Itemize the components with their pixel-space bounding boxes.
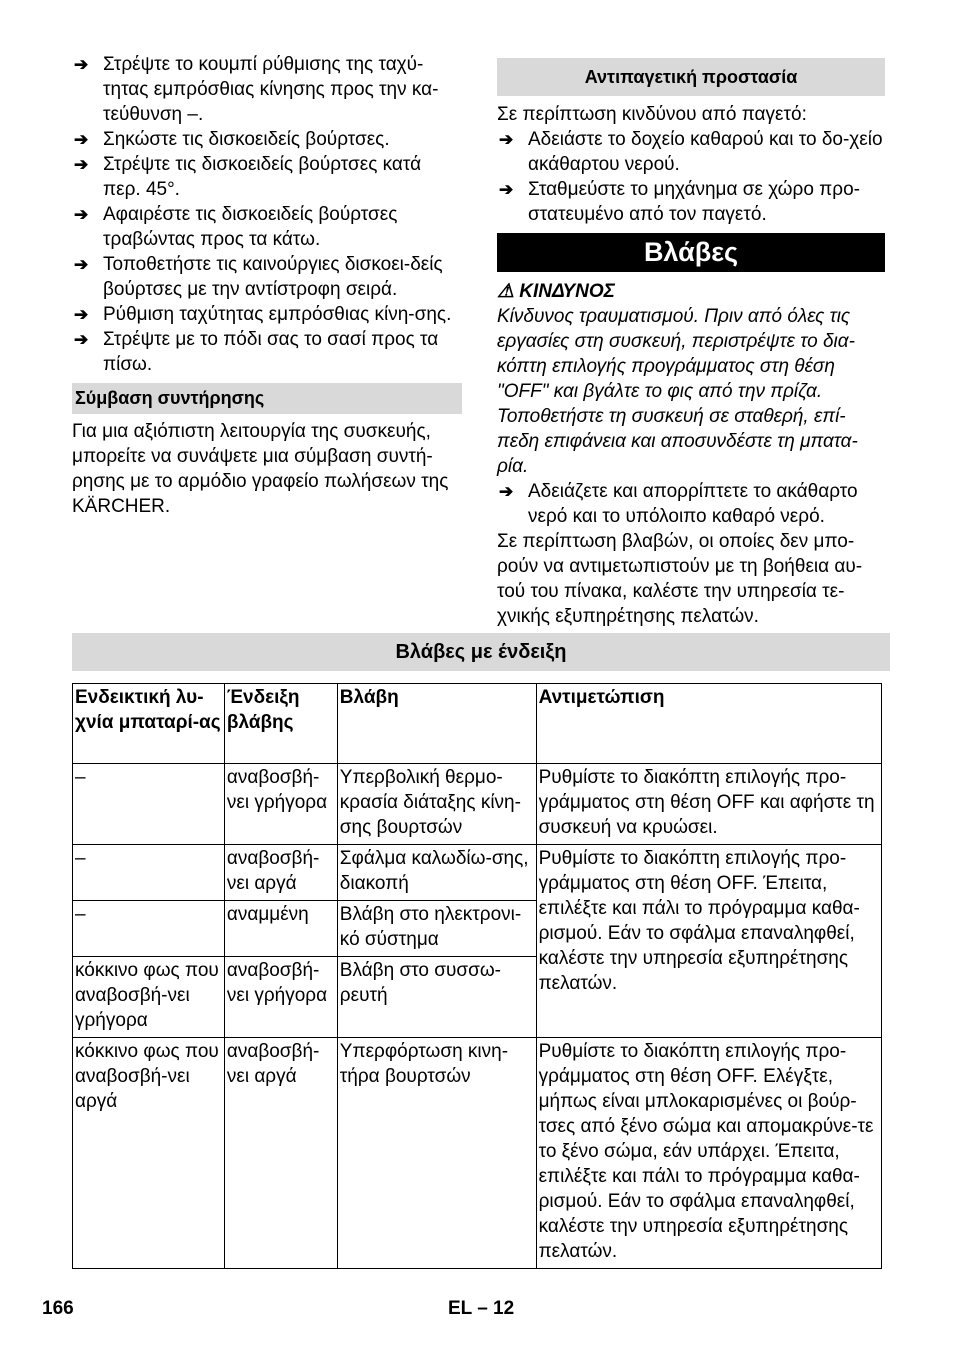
- table-cell: Ρυθμίστε το διακόπτη επιλογής προ-γράμματος στη θέση OFF. Ελέγξτε, μήπως είναι μπλοκαρισμένες οι βούρ-τσες από ξένο σώμα και απομακρύνε-τε το ξένο σώμα, εάν υπάρχει. Έπειτα, επιλέξτε και πάλι το πρόγραμμα καθα-ρισμού. Εάν το σφάλμα επαναληφθεί, καλέστε την υπηρεσία εξυπηρέτησης πελατών.: [536, 1038, 881, 1269]
- arrow-right-icon: ➔: [74, 55, 89, 74]
- table-cell: Υπερφόρτωση κινη-τήρα βουρτσών: [337, 1038, 536, 1269]
- faults-table: [72, 683, 882, 1269]
- danger-warning-title: ⚠ ΚΙΝΔΥΝΟΣ: [497, 281, 615, 302]
- table-cell: Βλάβη στο συσσω-ρευτή: [337, 957, 536, 1038]
- table-cell: κόκκινο φως που αναβοσβή-νει αργά: [73, 1038, 225, 1269]
- table-cell: αναβοσβή-νει γρήγορα: [224, 764, 337, 845]
- step-item: ➔ Αδειάζετε και απορρίπτετε το ακάθαρτο νερό και το υπόλοιπο καθαρό νερό.: [499, 481, 858, 527]
- step-item: ➔ Αδειάστε το δοχείο καθαρού και το δο-χείο ακάθαρτου νερού.: [499, 129, 883, 175]
- table-cell: Ρυθμίστε το διακόπτη επιλογής προ-γράμματος στη θέση OFF. Έπειτα, επιλέξτε και πάλι το πρόγραμμα καθα-ρισμού. Εάν το σφάλμα επαναληφθεί, καλέστε την υπηρεσία εξυπηρέτησης πελατών.: [536, 845, 881, 1038]
- header-fault-display: Ένδειξη βλάβης: [224, 684, 337, 764]
- page-section-label: EL – 12: [448, 1298, 515, 1319]
- table-cell: αναμμένη: [224, 901, 337, 957]
- table-cell: –: [73, 845, 225, 901]
- arrow-right-icon: ➔: [74, 305, 89, 324]
- frost-protection-heading: Αντιπαγετική προστασία: [497, 58, 885, 96]
- maintenance-contract-heading: Σύμβαση συντήρησης: [72, 383, 462, 414]
- table-cell: –: [73, 764, 225, 845]
- header-remedy: Αντιμετώπιση: [536, 684, 881, 764]
- danger-warning-text: Κίνδυνος τραυματισμού. Πριν από όλες τις εργασίες στη συσκευή, περιστρέψτε το δια-κόπτη επιλογής προγράμματος στη θέση "OFF" και βγάλτε το φις από την πρίζα. Τοποθετήστε τη συσκευή σε σταθερή, επί-πεδη επιφάνεια και αποσυνδέστε τη μπατα-ρία.: [497, 306, 858, 477]
- table-cell: Ρυθμίστε το διακόπτη επιλογής προ-γράμματος στη θέση OFF και αφήστε τη συσκευή να κρυώσει.: [536, 764, 881, 845]
- table-header-row: [73, 684, 882, 764]
- arrow-right-icon: ➔: [74, 330, 89, 349]
- step-item: ➔ Σταθμεύστε το μηχάνημα σε χώρο προ-στατευμένο από τον παγετό.: [499, 179, 860, 225]
- table-cell: –: [73, 901, 225, 957]
- table-row: [73, 1038, 882, 1269]
- maintenance-contract-text: Για μια αξιόπιστη λειτουργία της συσκευής, μπορείτε να συνάψετε μια σύμβαση συντή-ρησης με το αρμόδιο γραφείο πωλήσεων της KÄRCHER.: [72, 421, 449, 517]
- table-cell: Σφάλμα καλωδίω-σης, διακοπή: [337, 845, 536, 901]
- step-item: ➔ Στρέψτε το κουμπί ρύθμισης της ταχύ-τητας εμπρόσθιας κίνησης προς την κα-τεύθυνση –.: [74, 54, 439, 125]
- step-item: ➔ Τοποθετήστε τις καινούργιες δισκοει-δείς βούρτσες με την αντίστροφη σειρά.: [74, 254, 443, 300]
- table-cell: Υπερβολική θερμο-κρασία διάταξης κίνη-σης βουρτσών: [337, 764, 536, 845]
- table-cell: Βλάβη στο ηλεκτρονι-κό σύστημα: [337, 901, 536, 957]
- arrow-right-icon: ➔: [74, 130, 89, 149]
- table-cell: αναβοσβή-νει αργά: [224, 845, 337, 901]
- arrow-right-icon: ➔: [499, 482, 514, 501]
- step-item: ➔ Αφαιρέστε τις δισκοειδείς βούρτσες τραβώντας προς τα κάτω.: [74, 204, 398, 250]
- table-row: [73, 845, 882, 901]
- frost-intro: Σε περίπτωση κινδύνου από παγετό:: [497, 104, 807, 125]
- step-item: ➔ Ρύθμιση ταχύτητας εμπρόσθιας κίνη-σης.: [74, 304, 452, 325]
- step-item: ➔ Στρέψτε με το πόδι σας το σασί προς τα πίσω.: [74, 329, 439, 375]
- table-row: [73, 764, 882, 845]
- table-cell: κόκκινο φως που αναβοσβή-νει γρήγορα: [73, 957, 225, 1038]
- arrow-right-icon: ➔: [74, 205, 89, 224]
- table-cell: αναβοσβή-νει γρήγορα: [224, 957, 337, 1038]
- arrow-right-icon: ➔: [74, 155, 89, 174]
- arrow-right-icon: ➔: [499, 180, 514, 199]
- arrow-right-icon: ➔: [74, 255, 89, 274]
- step-item: ➔ Σηκώστε τις δισκοειδείς βούρτσες.: [74, 129, 390, 150]
- step-item: ➔ Στρέψτε τις δισκοειδείς βούρτσες κατά περ. 45°.: [74, 154, 422, 200]
- right-column: [497, 58, 885, 629]
- faults-heading: Βλάβες: [497, 233, 885, 272]
- left-column: [72, 52, 462, 519]
- page-number: 166: [42, 1298, 74, 1319]
- header-battery-indicator: Ενδεικτική λυ-χνία μπαταρί-ας: [73, 684, 225, 764]
- header-fault: Βλάβη: [337, 684, 536, 764]
- faults-table-title: Βλάβες με ένδειξη: [72, 633, 890, 671]
- service-text: Σε περίπτωση βλαβών, οι οποίες δεν μπο-ρούν να αντιμετωπιστούν με τη βοήθεια αυ-τού του πίνακα, καλέστε την υπηρεσία τε-χνικής εξυπηρέτησης πελατών.: [497, 531, 863, 627]
- table-cell: αναβοσβή-νει αργά: [224, 1038, 337, 1269]
- arrow-right-icon: ➔: [499, 130, 514, 149]
